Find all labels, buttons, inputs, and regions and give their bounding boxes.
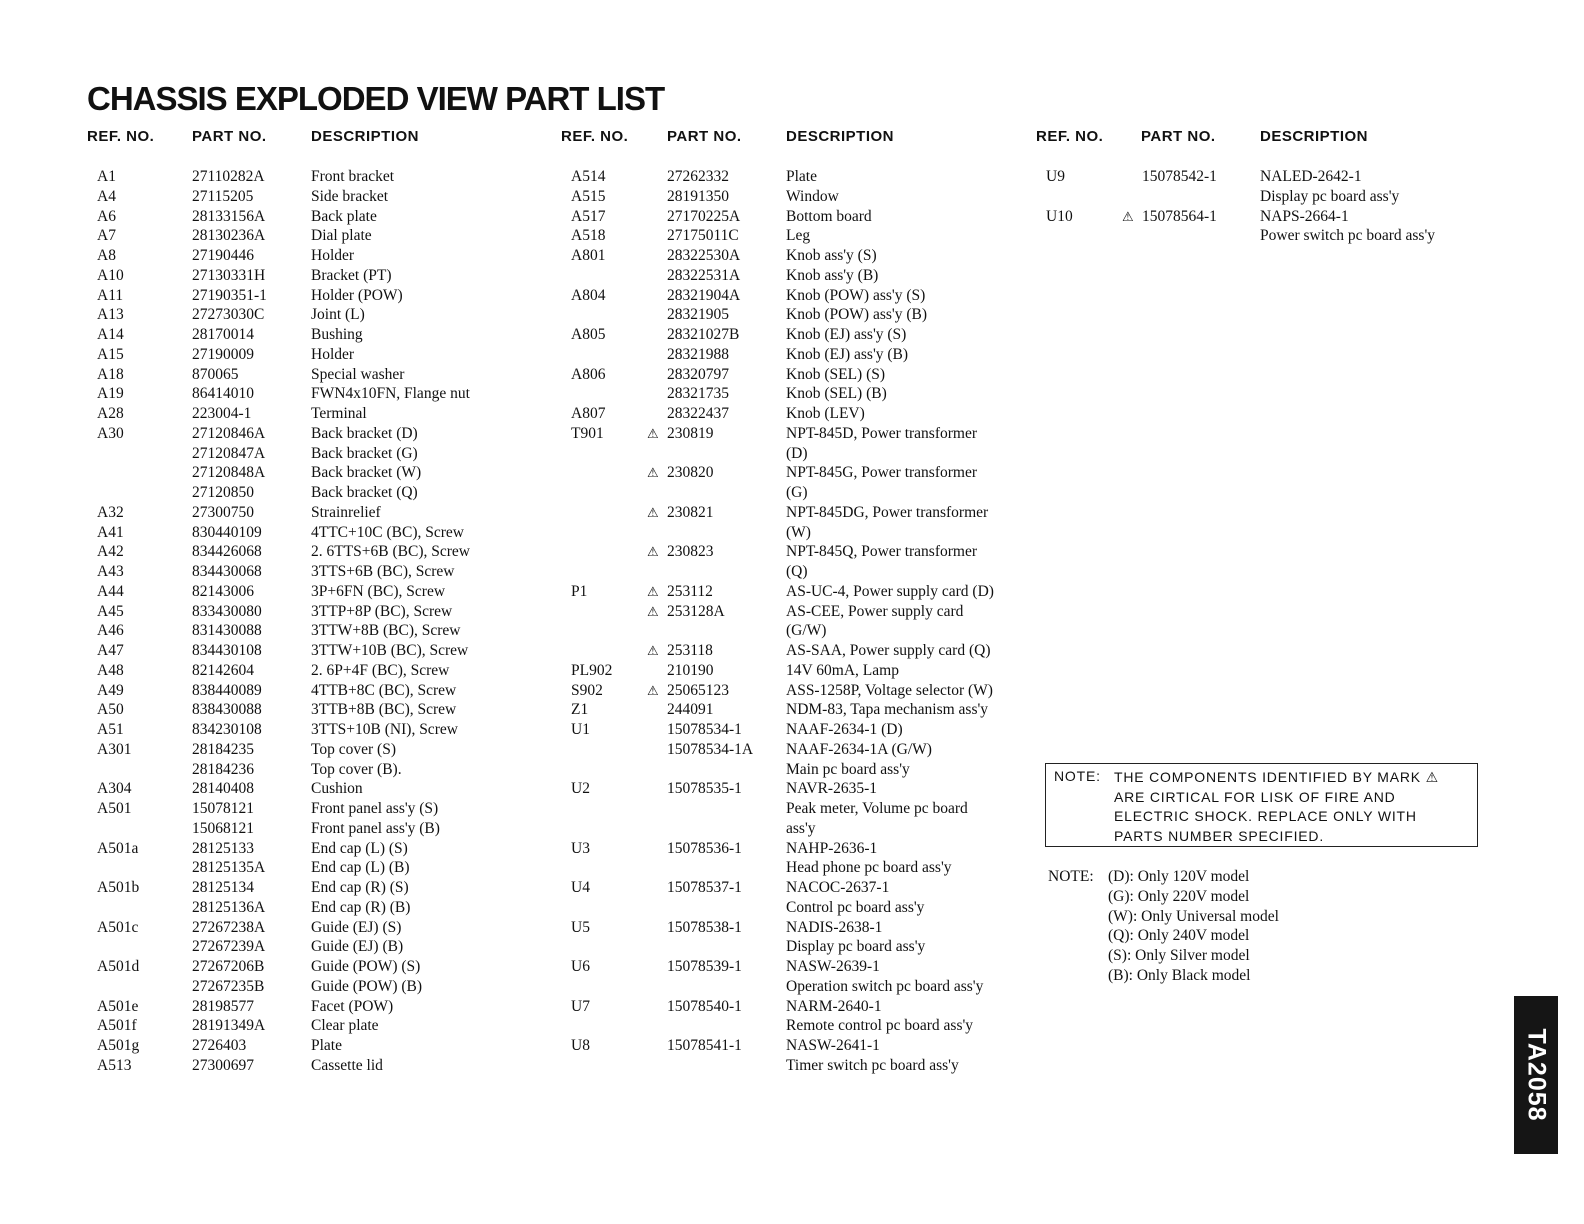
part-no: 28125133 xyxy=(192,839,254,857)
part-no: 834426068 xyxy=(192,543,262,561)
description: NAVR-2635-1 xyxy=(786,780,877,798)
description: Strainrelief xyxy=(311,503,381,521)
part-no: 27120847A xyxy=(192,444,266,462)
description: Bottom board xyxy=(786,207,872,225)
part-no: 253112 xyxy=(667,582,713,600)
part-no: 28321735 xyxy=(667,385,729,403)
notice-label: NOTE: xyxy=(1054,768,1101,784)
ref-no: A48 xyxy=(97,661,124,679)
ref-no: U3 xyxy=(571,839,590,857)
description: 4TTB+8C (BC), Screw xyxy=(311,681,457,699)
part-no: 230819 xyxy=(667,424,714,442)
part-no: 28184235 xyxy=(192,740,254,758)
part-no: 27175011C xyxy=(667,227,739,245)
safety-notice-box xyxy=(1045,763,1478,847)
part-no: 82142604 xyxy=(192,661,254,679)
part-no: 28125134 xyxy=(192,879,254,896)
note-item: (G): Only 220V model xyxy=(1108,887,1250,905)
description: NAAF-2634-1A (G/W) xyxy=(786,740,932,758)
document-tab xyxy=(1514,996,1558,1154)
ref-no: A46 xyxy=(97,622,124,640)
warning-mark-icon: ⚠ xyxy=(647,465,659,481)
part-no: 28125136A xyxy=(192,898,266,916)
part-no: 15078537-1 xyxy=(667,879,742,896)
header-ref-no: REF. NO. xyxy=(1036,128,1104,145)
description: NARM-2640-1 xyxy=(786,997,882,1015)
header-part-no: PART NO. xyxy=(192,128,267,145)
description: Top cover (S) xyxy=(311,740,397,758)
part-no: 28321905 xyxy=(667,306,729,324)
description: Knob (EJ) ass'y (S) xyxy=(786,326,907,343)
description: NPT-845Q, Power transformer xyxy=(786,543,977,561)
part-no: 27273030C xyxy=(192,306,265,324)
part-no: 833430080 xyxy=(192,602,262,620)
description: Facet (POW) xyxy=(311,997,394,1015)
description: Cassette lid xyxy=(311,1056,383,1074)
description: 4TTC+10C (BC), Screw xyxy=(311,523,464,541)
ref-no: A804 xyxy=(571,286,606,304)
description: Head phone pc board ass'y xyxy=(786,859,952,877)
part-no: 27190351-1 xyxy=(192,286,267,304)
part-no: 27190009 xyxy=(192,345,254,363)
part-no: 86414010 xyxy=(192,385,254,403)
ref-no: A501c xyxy=(97,918,139,936)
ref-no: A41 xyxy=(97,523,124,541)
description: 3TTB+8B (BC), Screw xyxy=(311,701,457,719)
description: NAPS-2664-1 xyxy=(1260,207,1349,225)
ref-no: Z1 xyxy=(571,701,589,719)
notes-label: NOTE: xyxy=(1048,868,1094,885)
ref-no: U1 xyxy=(571,721,590,738)
part-no: 2726403 xyxy=(192,1037,247,1054)
description: Back bracket (Q) xyxy=(311,484,418,501)
description: Plate xyxy=(311,1037,342,1054)
part-no: 27267235B xyxy=(192,977,265,995)
description: NACOC-2637-1 xyxy=(786,879,890,896)
description: AS-CEE, Power supply card xyxy=(786,602,964,620)
part-no: 82143006 xyxy=(192,582,254,600)
description: Knob (SEL) (B) xyxy=(786,385,887,403)
description: Joint (L) xyxy=(311,306,365,324)
header-description: DESCRIPTION xyxy=(311,128,420,145)
tab-label: TA2058 xyxy=(1522,1028,1551,1122)
part-no: 28125135A xyxy=(192,859,266,877)
part-no: 25065123 xyxy=(667,681,729,699)
part-no: 28184236 xyxy=(192,760,254,778)
description: Front panel ass'y (S) xyxy=(311,800,439,817)
description: Remote control pc board ass'y xyxy=(786,1017,974,1035)
ref-no: A805 xyxy=(571,326,606,343)
part-no: 28322531A xyxy=(667,266,741,284)
description: Back bracket (G) xyxy=(311,444,418,462)
description: NADIS-2638-1 xyxy=(786,918,883,936)
ref-no: U8 xyxy=(571,1037,590,1054)
description: NAAF-2634-1 (D) xyxy=(786,721,903,738)
part-no: 27267206B xyxy=(192,958,265,975)
description: End cap (R) (S) xyxy=(311,879,409,896)
part-no: 15078534-1 xyxy=(667,721,742,738)
ref-no: A514 xyxy=(571,168,606,185)
ref-no: U6 xyxy=(571,958,590,975)
ref-no: A1 xyxy=(97,168,116,185)
description: Leg xyxy=(786,227,811,245)
part-no: 15078564-1 xyxy=(1142,207,1217,225)
description: Top cover (B). xyxy=(311,760,402,778)
part-no: 834230108 xyxy=(192,721,262,738)
description: 2. 6TTS+6B (BC), Screw xyxy=(311,543,470,561)
description: Guide (POW) (S) xyxy=(311,958,421,975)
part-no: 253118 xyxy=(667,642,713,659)
ref-no: A32 xyxy=(97,503,124,521)
ref-no: A11 xyxy=(97,286,124,304)
ref-no: A28 xyxy=(97,405,124,422)
description: Guide (POW) (B) xyxy=(311,977,423,995)
description: NAHP-2636-1 xyxy=(786,839,878,857)
part-no: 230823 xyxy=(667,543,714,561)
description: Knob ass'y (S) xyxy=(786,247,877,264)
ref-no: A806 xyxy=(571,365,606,383)
part-no: 244091 xyxy=(667,701,714,719)
ref-no: A14 xyxy=(97,326,124,343)
ref-no: A15 xyxy=(97,345,124,363)
part-no: 28321988 xyxy=(667,345,729,363)
warning-mark-icon: ⚠ xyxy=(647,544,659,560)
part-no: 27190446 xyxy=(192,247,254,264)
ref-no: A19 xyxy=(97,385,124,403)
part-no: 27267239A xyxy=(192,938,266,956)
description: Front bracket xyxy=(311,168,395,185)
description: ASS-1258P, Voltage selector (W) xyxy=(786,681,993,699)
ref-no: A50 xyxy=(97,701,124,719)
part-no: 28130236A xyxy=(192,227,266,245)
description: 3P+6FN (BC), Screw xyxy=(311,582,446,600)
part-no: 15078536-1 xyxy=(667,839,742,857)
description: Back plate xyxy=(311,207,377,225)
description: Control pc board ass'y xyxy=(786,898,925,916)
description: AS-UC-4, Power supply card (D) xyxy=(786,582,994,600)
part-no: 28191350 xyxy=(667,187,729,205)
ref-no: A10 xyxy=(97,266,124,284)
part-no: 834430068 xyxy=(192,563,262,580)
description: Knob (POW) ass'y (B) xyxy=(786,306,927,324)
description: Terminal xyxy=(311,405,367,422)
ref-no: A304 xyxy=(97,780,132,798)
ref-no: A501a xyxy=(97,839,139,857)
ref-no: A43 xyxy=(97,563,124,580)
description: Display pc board ass'y xyxy=(1260,187,1400,205)
part-no: 28198577 xyxy=(192,997,254,1015)
description: NPT-845DG, Power transformer xyxy=(786,503,989,521)
part-no: 28320797 xyxy=(667,365,729,383)
ref-no: A301 xyxy=(97,740,132,758)
ref-no: A4 xyxy=(97,187,116,205)
ref-no: A501g xyxy=(97,1037,140,1054)
description: Guide (EJ) (S) xyxy=(311,918,402,936)
part-no: 834430108 xyxy=(192,642,262,659)
description: Peak meter, Volume pc board xyxy=(786,800,968,817)
ref-no: A807 xyxy=(571,405,606,422)
description: 14V 60mA, Lamp xyxy=(786,661,899,679)
part-no: 831430088 xyxy=(192,622,262,640)
description: FWN4x10FN, Flange nut xyxy=(311,385,470,403)
description: Holder xyxy=(311,247,355,264)
part-no: 27170225A xyxy=(667,207,741,225)
header-part-no: PART NO. xyxy=(667,128,742,145)
ref-no: U4 xyxy=(571,879,590,896)
description: Knob (EJ) ass'y (B) xyxy=(786,345,909,363)
part-no: 27120848A xyxy=(192,464,266,482)
part-no: 253128A xyxy=(667,602,725,620)
part-no: 27110282A xyxy=(192,168,265,185)
part-no: 28170014 xyxy=(192,326,254,343)
part-no: 27120850 xyxy=(192,484,254,501)
ref-no: A513 xyxy=(97,1056,132,1074)
description: NPT-845D, Power transformer xyxy=(786,424,977,442)
part-no: 838440089 xyxy=(192,681,262,699)
description: Back bracket (D) xyxy=(311,424,418,442)
ref-no: A30 xyxy=(97,424,124,442)
part-no: 210190 xyxy=(667,661,714,679)
ref-no: A42 xyxy=(97,543,124,561)
description: ass'y xyxy=(786,819,816,837)
warning-mark-icon: ⚠ xyxy=(647,643,659,658)
part-no: 28140408 xyxy=(192,780,254,798)
header-description: DESCRIPTION xyxy=(786,128,895,145)
ref-no: U9 xyxy=(1046,168,1065,185)
note-item: (Q): Only 240V model xyxy=(1108,927,1250,945)
header-ref-no: REF. NO. xyxy=(87,128,155,145)
ref-no: S902 xyxy=(571,681,603,699)
description: 3TTP+8P (BC), Screw xyxy=(311,602,453,620)
ref-no: P1 xyxy=(571,582,588,600)
part-no: 15078542-1 xyxy=(1142,168,1217,185)
description: Special washer xyxy=(311,365,405,383)
description: Clear plate xyxy=(311,1017,379,1035)
warning-mark-icon: ⚠ xyxy=(647,583,659,599)
description: Knob ass'y (B) xyxy=(786,266,879,284)
description: End cap (L) (S) xyxy=(311,839,408,857)
description: Bracket (PT) xyxy=(311,266,392,284)
part-no: 230820 xyxy=(667,464,714,482)
description: NASW-2641-1 xyxy=(786,1037,880,1054)
part-no: 27267238A xyxy=(192,918,266,936)
ref-no: A518 xyxy=(571,227,606,245)
description: (G/W) xyxy=(786,622,827,640)
ref-no: A501 xyxy=(97,800,132,817)
ref-no: A501f xyxy=(97,1017,137,1035)
description: Timer switch pc board ass'y xyxy=(786,1056,959,1074)
note-item: (D): Only 120V model xyxy=(1108,868,1250,885)
ref-no: A517 xyxy=(571,207,606,225)
header-description: DESCRIPTION xyxy=(1260,128,1369,145)
warning-mark-icon: ⚠ xyxy=(647,682,659,698)
description: Bushing xyxy=(311,326,363,343)
description: AS-SAA, Power supply card (Q) xyxy=(786,642,991,659)
description: (Q) xyxy=(786,563,808,580)
header-part-no: PART NO. xyxy=(1141,128,1216,145)
part-no: 830440109 xyxy=(192,523,262,541)
warning-mark-icon: ⚠ xyxy=(647,425,659,441)
note-item: (B): Only Black model xyxy=(1108,966,1251,984)
description: 2. 6P+4F (BC), Screw xyxy=(311,661,450,679)
ref-no: U5 xyxy=(571,918,590,936)
ref-no: A51 xyxy=(97,721,124,738)
part-no: 28321027B xyxy=(667,326,740,343)
description: Side bracket xyxy=(311,187,389,205)
description: (G) xyxy=(786,484,808,501)
description: 3TTW+8B (BC), Screw xyxy=(311,622,461,640)
notes-list xyxy=(1108,867,1279,986)
description: NDM-83, Tapa mechanism ass'y xyxy=(786,701,989,719)
page-title: CHASSIS EXPLODED VIEW PART LIST xyxy=(87,80,665,117)
ref-no: A515 xyxy=(571,187,606,205)
description: NPT-845G, Power transformer xyxy=(786,464,977,482)
ref-no: A801 xyxy=(571,247,606,264)
part-no: 27300697 xyxy=(192,1056,254,1074)
ref-no: A13 xyxy=(97,306,124,324)
warning-mark-icon: ⚠ xyxy=(647,603,659,619)
note-item: (W): Only Universal model xyxy=(1108,907,1279,925)
description: (D) xyxy=(786,444,808,462)
part-no: 27120846A xyxy=(192,424,266,442)
part-no: 870065 xyxy=(192,365,239,383)
part-no: 15078535-1 xyxy=(667,780,742,798)
description: 3TTS+10B (NI), Screw xyxy=(311,721,458,738)
ref-no: T901 xyxy=(571,424,604,442)
part-no: 838430088 xyxy=(192,701,262,719)
part-no: 15078539-1 xyxy=(667,958,742,975)
note-item: (S): Only Silver model xyxy=(1108,947,1250,964)
part-no: 15068121 xyxy=(192,819,254,837)
part-no: 27300750 xyxy=(192,503,254,521)
description: 3TTW+10B (BC), Screw xyxy=(311,642,469,659)
description: NASW-2639-1 xyxy=(786,958,880,975)
description: Plate xyxy=(786,168,817,185)
part-no: 15078540-1 xyxy=(667,997,742,1015)
part-no: 28191349A xyxy=(192,1017,266,1035)
description: Knob (POW) ass'y (S) xyxy=(786,286,926,304)
part-no: 28133156A xyxy=(192,207,266,225)
part-no: 15078541-1 xyxy=(667,1037,742,1054)
description: Holder xyxy=(311,345,355,363)
ref-no: A18 xyxy=(97,365,124,383)
notice-text xyxy=(1114,768,1439,846)
ref-no: A501b xyxy=(97,879,140,896)
ref-no: A47 xyxy=(97,642,124,659)
description: Knob (LEV) xyxy=(786,405,865,422)
warning-mark-icon: ⚠ xyxy=(1122,208,1134,224)
warning-mark-icon: ⚠ xyxy=(647,504,659,520)
ref-no: A8 xyxy=(97,247,116,264)
part-no: 28322437 xyxy=(667,405,729,422)
part-no: 223004-1 xyxy=(192,405,252,422)
description: End cap (R) (B) xyxy=(311,898,411,916)
notice-line: ELECTRIC SHOCK. REPLACE ONLY WITH xyxy=(1114,808,1417,824)
description: Guide (EJ) (B) xyxy=(311,938,404,956)
description: NALED-2642-1 xyxy=(1260,168,1362,185)
ref-no: A44 xyxy=(97,582,124,600)
notice-line: PARTS NUMBER SPECIFIED. xyxy=(1114,827,1325,844)
description: Holder (POW) xyxy=(311,286,403,304)
notice-line: THE COMPONENTS IDENTIFIED BY MARK ⚠ xyxy=(1114,769,1439,785)
description: Operation switch pc board ass'y xyxy=(786,977,984,995)
description: (W) xyxy=(786,523,811,541)
part-no: 15078534-1A xyxy=(667,740,754,758)
ref-no: A6 xyxy=(97,207,116,225)
ref-no: A501e xyxy=(97,997,139,1015)
part-no: 27262332 xyxy=(667,168,729,185)
notice-line: ARE CIRTICAL FOR LISK OF FIRE AND xyxy=(1114,788,1396,805)
ref-no: U2 xyxy=(571,780,590,798)
part-no: 230821 xyxy=(667,503,714,521)
part-no: 15078121 xyxy=(192,800,254,817)
ref-no: A501d xyxy=(97,958,140,975)
ref-no: A7 xyxy=(97,227,116,245)
description: Cushion xyxy=(311,780,363,798)
ref-no: PL902 xyxy=(571,661,613,679)
ref-no: A49 xyxy=(97,681,124,699)
part-no: 28322530A xyxy=(667,247,741,264)
part-no: 27130331H xyxy=(192,266,266,284)
description: Dial plate xyxy=(311,227,372,245)
description: End cap (L) (B) xyxy=(311,859,410,877)
description: Back bracket (W) xyxy=(311,464,422,482)
part-no: 15078538-1 xyxy=(667,918,742,936)
ref-no: A45 xyxy=(97,602,124,620)
ref-no: U10 xyxy=(1046,207,1073,225)
ref-no: U7 xyxy=(571,997,590,1015)
description: Power switch pc board ass'y xyxy=(1260,227,1435,245)
description: Front panel ass'y (B) xyxy=(311,819,440,837)
part-no: 27115205 xyxy=(192,187,254,205)
header-ref-no: REF. NO. xyxy=(561,128,629,145)
part-no: 28321904A xyxy=(667,286,741,304)
description: Display pc board ass'y xyxy=(786,938,926,956)
description: Window xyxy=(786,187,839,205)
description: Main pc board ass'y xyxy=(786,760,910,778)
description: Knob (SEL) (S) xyxy=(786,365,886,383)
description: 3TTS+6B (BC), Screw xyxy=(311,563,455,580)
